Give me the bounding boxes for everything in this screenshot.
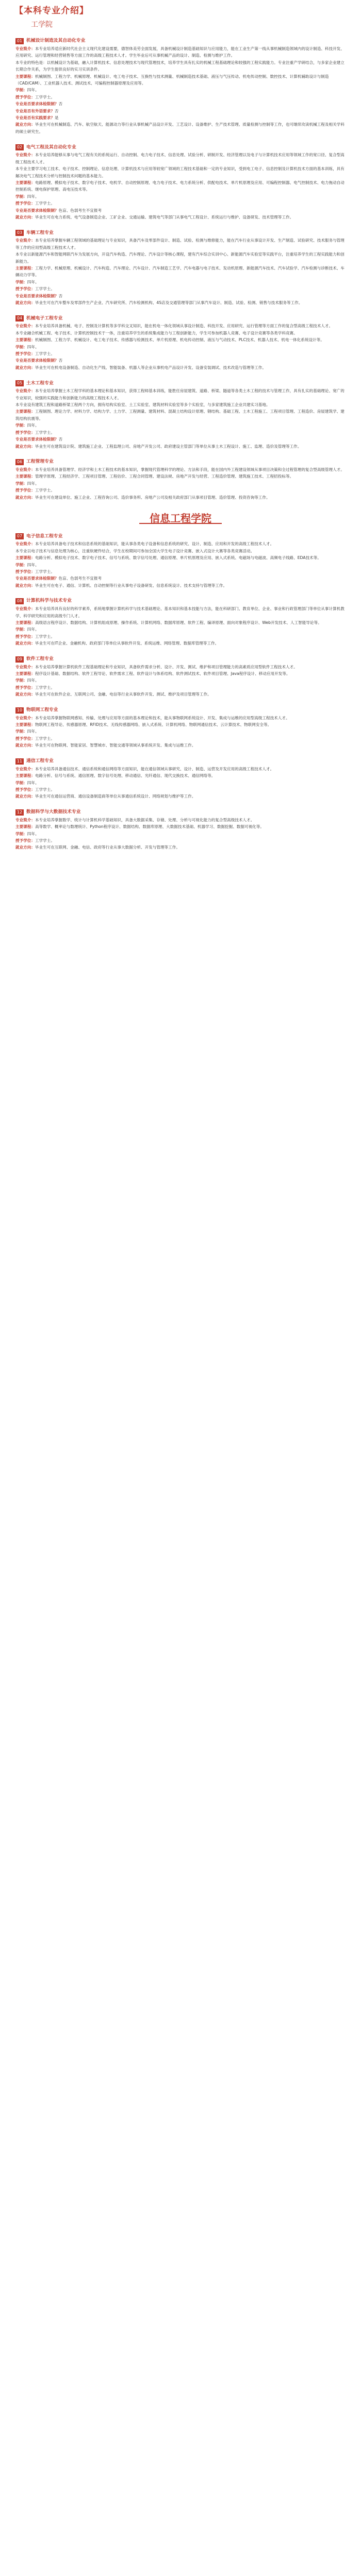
major-number-badge: 09 [15,656,24,663]
major-paragraph [15,330,346,336]
major-paragraph [15,766,346,772]
major-paragraph [15,677,346,684]
major-paragraph [15,94,346,100]
paragraph-text: 四年。 [27,780,39,785]
major-paragraph [15,664,346,670]
major-heading [15,379,346,387]
paragraph-label: 主要课程： [15,74,35,79]
paragraph-text: 工学学士。 [35,430,55,435]
major-title: 计算机科学与技术专业 [26,598,72,604]
major-paragraph [15,200,346,207]
paragraph-text: 物联网工程导论、传感器原理、RFID技术、无线传感器网络、嵌入式系统、计算机网络、物联网通信技术、云计算技术、物联网安全等。 [35,722,272,727]
major-paragraph [15,772,346,779]
paragraph-label: 就业方向： [15,365,35,370]
paragraph-text: 毕业生可在建设单位、施工企业、工程咨询公司、造价事务所、房地产公司及相关政府部门从事项目管理、造价管理、投资咨询等工作。 [35,495,270,500]
major-title: 数据科学与大数据技术专业 [26,809,81,815]
paragraph-label: 学制： [15,627,27,632]
paragraph-text: 本专业主要学习电工技术、电子技术、控制理论、信息处理、计算机技术与应用等较宽广领域的工程技术基础和一定的专业知识，受到电工电子、信息控制及计算机技术方面的基本训练，具有解决电气工程技术分析与控制技术问题的基本能力。 [15,166,344,178]
major-paragraph [15,640,346,647]
major-paragraph [15,735,346,742]
major-paragraph [15,87,346,93]
major-title: 通信工程专业 [26,758,54,764]
paragraph-label: 主要课程： [15,555,35,561]
paragraph-label: 专业简介： [15,606,35,612]
paragraph-text: 工学学士。 [35,286,55,292]
paragraph-label: 学制： [15,481,27,486]
paragraph-text: 机械制图、工程力学、机械设计、电工电子技术、传感器与检测技术、单片机原理、机电传动控制、液压与气动技术、PLC技术、机器人技术、机电一体化系统设计等。 [35,337,324,343]
paragraph-label: 学制： [15,194,27,199]
paragraph-text: 毕业生可在软件企业、互联网公司、金融、电信等行业从事软件开发、测试、维护及项目管理等工作。 [35,692,211,697]
page-title: 【本科专业介绍】 [14,6,89,16]
paragraph-text: 四年。 [27,423,39,428]
major-paragraph [15,540,346,547]
major-number-badge: 07 [15,533,24,539]
major-paragraph [15,670,346,677]
major-title: 机械电子工程专业 [26,315,63,321]
major-title: 土木工程专业 [26,380,54,386]
major-paragraph [15,575,346,582]
paragraph-text: 工学学士。 [35,787,55,792]
major-paragraph [15,422,346,429]
major-number-badge: 03 [15,230,24,236]
major-number-badge: 08 [15,598,24,604]
paragraph-label: 学制： [15,279,27,284]
paragraph-label: 学制： [15,344,27,349]
major-paragraph [15,251,346,265]
paragraph-text: 工程力学、机械原理、机械设计、汽车构造、汽车理论、汽车设计、汽车制造工艺学、汽车电器与电子技术、发动机原理、新能源汽车技术、汽车试验学、汽车检测与诊断技术、车辆动力学等。 [15,265,344,278]
major-section [15,808,346,851]
paragraph-label: 就业方向： [15,300,35,305]
paragraph-text: 工学学士。 [35,736,55,741]
major-number-badge: 01 [15,38,24,44]
paragraph-text: 本专业培养具备机械、电子、控制及计算机等多学科交叉知识，能在机电一体化领域从事设计制造、科技开发、应用研究、运行管理等方面工作的复合型高级工程技术人才。 [35,324,333,329]
major-paragraph [15,336,346,343]
paragraph-text: 本专业培养适应新时代社会主义现代化建设需要，德智体美劳全面发展，具备机械设计制造基础知识与应用能力，能在工业生产第一线从事机械制造领域内的设计制造、科技开发、应用研究、运行管理和经营销售等方面工作的高级工程技术人才。学生毕业后可从事机械产品的设计、制造、检测与维护工作。 [15,46,344,58]
major-paragraph [15,562,346,568]
major-paragraph [15,114,346,121]
major-number-badge: 10 [15,707,24,714]
major-section [15,37,346,135]
paragraph-text: 四年。 [27,831,39,836]
major-paragraph [15,401,346,408]
paragraph-text: 工学学士。 [35,838,55,843]
major-heading [15,757,346,766]
major-section [15,458,346,501]
major-paragraph [15,429,346,436]
paragraph-text: 工学学士。 [35,685,55,690]
paragraph-label: 就业方向： [15,495,35,500]
paragraph-text: 本专业的特色是：以机械设计为基础，融入计算机技术、信息处理技术与现代管理技术，培养学生具有扎实的机械工程基础理论和较强的工程实践能力。专业注重产学研结合，与多家企业建立长期合作关系，为学生提供良好的实习实训条件。 [15,60,344,72]
major-paragraph [15,823,346,830]
major-section [15,379,346,450]
paragraph-label: 就业方向： [15,583,35,588]
paragraph-label: 主要课程： [15,722,35,727]
college-banner [15,514,346,524]
page-header [0,0,361,29]
paragraph-label: 学制： [15,562,27,567]
paragraph-text: 四年。 [27,481,39,486]
paragraph-label: 授予学位： [15,94,35,99]
paragraph-text: 毕业生可在机电设备制造、自动化生产线、智能装备、机器人等企业从事机电产品设计开发、设备安装调试、技术改造与管理等工作。 [35,365,266,370]
major-number-badge: 04 [15,315,24,321]
major-paragraph [15,436,346,443]
major-title: 机械设计制造及其自动化专业 [26,38,86,44]
major-paragraph [15,73,346,87]
major-number-badge: 05 [15,380,24,386]
major-paragraph [15,344,346,350]
paragraph-label: 就业方向： [15,214,35,219]
paragraph-label: 主要课程： [15,409,35,414]
paragraph-text: 本专业培养掌握车辆工程领域的基础理论与专业知识，具备汽车及零部件设计、制造、试验、检测与维修能力，能在汽车行业从事设计开发、生产制造、试验研究、技术服务与管理等工作的应用型高级工程技术人才。 [15,238,344,250]
paragraph-text: 本专业以新能源汽车和智能网联汽车为发展方向，开设汽车构造、汽车理论、汽车设计等核心课程，建有汽车综合实训中心、新能源汽车实验室等实践平台，注重培养学生的工程实践能力和创新能力。 [15,252,344,264]
paragraph-label: 专业是否有实践要求？ [15,115,55,121]
major-section [15,532,346,589]
major-heading [15,597,346,605]
paragraph-label: 专业是否要求体检限制？ [15,293,59,298]
major-heading [15,808,346,817]
major-paragraph [15,323,346,329]
paragraph-label: 就业方向： [15,641,35,646]
major-paragraph [15,473,346,480]
major-paragraph [15,793,346,800]
paragraph-label: 授予学位： [15,838,35,843]
paragraph-text: 本专业设有建筑工程和道路桥梁工程两个方向，拥有结构实验室、土工实验室、建筑材料实验室等多个实验室，与多家建筑施工企业共建实习基地。 [15,402,270,408]
paragraph-label: 专业简介： [15,46,35,51]
major-paragraph [15,293,346,299]
major-section [15,143,346,221]
paragraph-text: 程序设计基础、数据结构、软件工程导论、软件需求工程、软件设计与体系结构、软件测试技术、软件项目管理、Java程序设计、移动应用开发等。 [35,671,290,676]
major-paragraph [15,237,346,251]
major-paragraph [15,466,346,473]
major-paragraph [15,408,346,422]
paragraph-text: 毕业生可在建筑设计院、建筑施工企业、工程监理公司、房地产开发公司、政府建设主管部门等单位从事土木工程设计、施工、监理、造价及管理等工作。 [35,444,302,449]
major-heading [15,655,346,664]
major-title: 车辆工程专业 [26,230,54,235]
paragraph-label: 授予学位： [15,634,35,639]
paragraph-text: 高等数学、概率论与数理统计、Python程序设计、数据结构、数据库原理、大数据技术基础、机器学习、数据挖掘、数据可视化等。 [35,824,264,829]
paragraph-text: 四年。 [27,678,39,683]
paragraph-label: 授予学位： [15,351,35,357]
major-paragraph [15,619,346,626]
major-section [15,597,346,647]
paragraph-text: 毕业生可在电子、通信、计算机、自动控制等行业从事电子设备研发、信息系统设计、技术支持与管理等工作。 [35,583,227,588]
paragraph-label: 专业简介： [15,715,35,720]
college-subtitle: 工学院 [31,21,53,29]
major-paragraph [15,279,346,285]
major-paragraph [15,691,346,698]
paragraph-text: 否 [58,101,63,107]
paragraph-text: 毕业生可在通信运营商、通信设备制造商等单位从事通信系统设计、网络规划与维护等工作。 [35,794,196,799]
major-section [15,706,346,749]
major-paragraph [15,721,346,728]
paragraph-text: 本专业培养掌握土木工程学科的基本理论和基本知识，获得工程师基本训练，能胜任房屋建筑、道路、桥梁、隧道等各类土木工程的技术与管理工作，具有扎实的基础理论、宽广的专业知识，较强的实践能力和创新能力的高级工程技术人才。 [15,388,344,400]
major-title: 物联网工程专业 [26,707,58,713]
paragraph-label: 就业方向： [15,845,35,850]
paragraph-text: 毕业生可在汽车整车及零部件生产企业、汽车研究所、汽车检测机构、4S店及交通管理等部门从事汽车设计、制造、试验、检测、销售与技术服务等工作。 [35,300,303,305]
major-number-badge: 11 [15,758,24,765]
major-paragraph [15,151,346,165]
major-paragraph [15,59,346,73]
paragraph-label: 授予学位： [15,787,35,792]
paragraph-text: 工学学士。 [35,94,55,99]
paragraph-label: 主要课程： [15,824,35,829]
college-title: 信息工程学院 [139,514,222,524]
major-number-badge: 06 [15,459,24,465]
paragraph-label: 学制： [15,780,27,785]
paragraph-text: 否 [54,108,59,113]
paragraph-text: 工学学士。 [35,488,55,493]
paragraph-text: 四年。 [27,279,39,284]
paragraph-text: 工学学士。 [35,634,55,639]
paragraph-label: 专业是否要求体检限制？ [15,101,59,107]
major-heading [15,37,346,45]
paragraph-label: 就业方向： [15,122,35,127]
major-paragraph [15,831,346,837]
paragraph-text: 四年。 [27,88,39,93]
major-paragraph [15,480,346,487]
major-paragraph [15,193,346,200]
major-heading [15,314,346,323]
paragraph-label: 主要课程： [15,620,35,625]
major-title: 电子信息工程专业 [26,533,63,539]
paragraph-label: 专业是否要求体检限制？ [15,576,59,581]
paragraph-text: 是 [54,115,59,121]
paragraph-label: 主要课程： [15,337,35,343]
paragraph-label: 主要课程： [15,671,35,676]
paragraph-label: 授予学位： [15,569,35,574]
paragraph-label: 专业是否要求体检限制？ [15,358,59,363]
major-paragraph [15,100,346,107]
paragraph-text: 否 [58,293,63,298]
paragraph-text: 本专业培养具备通信技术、通信系统和通信网络等方面知识，能在通信领域从事研究、设计、制造、运营及开发应用的高级工程技术人才。 [35,766,274,771]
paragraph-text: 毕业生可在物联网、智能家居、智慧城市、智能交通等领域从事系统开发、集成与运维工作。 [35,743,196,748]
paragraph-label: 专业简介： [15,238,35,243]
major-paragraph [15,108,346,114]
major-paragraph [15,742,346,749]
major-paragraph [15,299,346,306]
paragraph-label: 学制： [15,88,27,93]
paragraph-label: 授予学位： [15,685,35,690]
paragraph-text: 毕业生可在机械制造、汽车、航空航天、能源动力等行业从事机械产品设计开发、工艺设计、设备维护、生产技术管理、质量检测与控制等工作，也可继续攻读机械工程及相关学科的硕士研究生。 [15,122,344,134]
paragraph-text: 色盲、色弱考生不宜报考 [58,208,102,213]
major-paragraph [15,626,346,633]
paragraph-label: 学制： [15,678,27,683]
paragraph-text: 四年。 [27,627,39,632]
paragraph-text: 毕业生可在互联网、金融、电信、政府等行业从事大数据分析、开发与管理等工作。 [35,845,180,850]
major-paragraph [15,605,346,619]
paragraph-text: 色盲、色弱考生不宜报考 [58,576,102,581]
major-paragraph [15,364,346,371]
paragraph-label: 就业方向： [15,743,35,748]
paragraph-text: 四年。 [27,344,39,349]
major-number-badge: 12 [15,809,24,816]
paragraph-label: 专业是否要求体检限制？ [15,208,59,213]
major-paragraph [15,844,346,851]
paragraph-label: 授予学位： [15,736,35,741]
major-paragraph [15,45,346,59]
major-heading [15,143,346,151]
paragraph-text: 本专业培养掌握计算机软件工程基础理论和专业知识，具备软件需求分析、设计、开发、测试、维护和项目管理能力的高素质应用型软件工程技术人才。 [35,664,298,669]
paragraph-label: 专业简介： [15,324,35,329]
paragraph-label: 主要课程： [15,180,35,185]
paragraph-text: 机械制图、工程力学、机械原理、机械设计、电工电子技术、互换性与技术测量、机械制造技术基础、液压与气压传动、机电传动控制、数控技术、计算机辅助设计与制造（CAD/CAM）、工业机器人技术、测试技术、可编程控制器原理及应用等。 [15,74,329,86]
paragraph-label: 主要课程： [15,265,35,270]
paragraph-text: 四年。 [27,194,39,199]
paragraph-label: 专业是否有外语要求？ [15,108,55,113]
paragraph-text: 否 [58,358,63,363]
major-paragraph [15,165,346,179]
paragraph-text: 本专业以电子技术与信息处理为核心，注重软硬件结合，学生在校期间可参加全国大学生电子设计竞赛、嵌入式设计大赛等各类竞赛活动。 [15,548,255,553]
major-paragraph [15,715,346,721]
major-paragraph [15,121,346,135]
paragraph-label: 学制： [15,423,27,428]
paragraph-label: 专业简介： [15,541,35,547]
major-paragraph [15,207,346,214]
paragraph-label: 专业简介： [15,664,35,669]
major-paragraph [15,487,346,494]
paragraph-text: 否 [58,437,63,442]
major-paragraph [15,568,346,575]
paragraph-label: 授予学位： [15,201,35,206]
paragraph-text: 本专业培养掌握数学、统计与计算机科学基础知识，具备大数据采集、存储、处理、分析与可视化能力的复合型高级技术人才。 [35,817,255,822]
paragraph-text: 工学学士。 [35,201,55,206]
major-section [15,655,346,698]
paragraph-text: 本专业培养具有良好的科学素养，系统地掌握计算机科学与技术基础理论、基本知识和基本技能与方法，能在科研部门、教育单位、企业、事业和行政管理部门等单位从事计算机教学、科学研究和应用的高级专门人才。 [15,606,344,618]
paragraph-label: 学制： [15,729,27,734]
paragraph-text: 本专业融合机械工程、电子技术、计算机控制技术于一体，注重培养学生的系统集成能力与工程创新能力，学生可参加机器人竞赛、电子设计竞赛等各类学科竞赛。 [15,330,298,335]
paragraph-label: 授予学位： [15,430,35,435]
paragraph-label: 授予学位： [15,286,35,292]
paragraph-text: 本专业培养具备管理学、经济学和土木工程技术的基本知识，掌握现代管理科学的理论、方法和手段，能在国内外工程建设领域从事项目决策和全过程管理的复合型高级管理人才。 [35,467,344,472]
paragraph-text: 毕业生可在IT企业、金融机构、政府部门等单位从事软件开发、系统运维、网络管理、数据库管理等工作。 [35,641,219,646]
paragraph-text: 电路原理、模拟电子技术、数字电子技术、电机学、自动控制原理、电力电子技术、电力系统分析、供配电技术、单片机原理及应用、可编程控制器、电气控制技术、电力拖动自动控制系统、继电保护原理、高电压技术等。 [15,180,344,192]
major-paragraph [15,387,346,401]
major-paragraph [15,285,346,292]
paragraph-text: 工学学士。 [35,569,55,574]
major-paragraph [15,554,346,561]
major-number-badge: 02 [15,144,24,150]
paragraph-text: 毕业生可在电力系统、电气设备制造企业、工矿企业、交通运输、建筑电气等部门从事电气工程设计、系统运行与维护、设备研发、技术管理等工作。 [35,214,294,219]
paragraph-text: 管理学原理、工程经济学、工程项目管理、工程估价、工程合同管理、建设法规、房地产开发与经营、工程造价管理、建筑施工技术、工程招投标等。 [35,474,294,479]
major-heading [15,706,346,715]
paragraph-text: 本专业培养能够从事与电气工程有关的系统运行、自动控制、电力电子技术、信息处理、试验分析、研制开发、经济管理以及电子与计算机技术应用等领域工作的宽口径、复合型高级工程技术人才。 [15,152,344,164]
major-paragraph [15,817,346,823]
major-paragraph [15,494,346,501]
paragraph-text: 四年。 [27,562,39,567]
major-title: 电气工程及其自动化专业 [26,144,76,150]
paragraph-label: 专业是否要求体检限制？ [15,437,59,442]
paragraph-text: 电路分析、信号与系统、通信原理、数字信号处理、移动通信、光纤通信、现代交换技术、通信网络等。 [35,773,216,778]
paragraph-text: 工程制图、理论力学、材料力学、结构力学、土力学、工程测量、建筑材料、混凝土结构设计原理、钢结构、基础工程、土木工程施工、工程项目管理、工程造价、房屋建筑学、建筑结构抗震等。 [15,409,344,421]
major-paragraph [15,443,346,450]
paragraph-label: 就业方向： [15,444,35,449]
paragraph-label: 授予学位： [15,488,35,493]
paragraph-label: 专业简介： [15,766,35,771]
paragraph-label: 专业简介： [15,467,35,472]
paragraph-label: 专业简介： [15,152,35,158]
paragraph-label: 就业方向： [15,692,35,697]
major-paragraph [15,633,346,640]
majors-content [0,37,361,851]
paragraph-label: 主要课程： [15,474,35,479]
major-paragraph [15,786,346,793]
major-title: 工程管理专业 [26,459,54,465]
paragraph-label: 主要课程： [15,773,35,778]
paragraph-text: 工学学士。 [35,351,55,357]
major-paragraph [15,548,346,554]
major-paragraph [15,684,346,691]
major-section [15,757,346,800]
paragraph-text: 电路分析、模拟电子技术、数字电子技术、信号与系统、数字信号处理、通信原理、单片机原理及应用、嵌入式系统、电磁场与电磁波、高频电子线路、EDA技术等。 [35,555,321,561]
major-title: 软件工程专业 [26,656,54,662]
major-heading [15,458,346,466]
paragraph-text: 本专业培养掌握物联网感知、传输、处理与应用等方面的基本理论和技术，能从事物联网系统设计、开发、集成与运维的应用型高级工程技术人才。 [35,715,290,720]
paragraph-label: 专业简介： [15,388,35,394]
paragraph-text: 高级语言程序设计、数据结构、计算机组成原理、操作系统、计算机网络、数据库原理、软件工程、编译原理、面向对象程序设计、Web开发技术、人工智能导论等。 [35,620,322,625]
major-section [15,229,346,306]
paragraph-text: 四年。 [27,729,39,734]
major-paragraph [15,179,346,193]
major-paragraph [15,582,346,589]
major-paragraph [15,779,346,786]
major-paragraph [15,728,346,735]
major-paragraph [15,350,346,357]
major-section [15,314,346,371]
major-heading [15,229,346,237]
major-paragraph [15,265,346,279]
major-paragraph [15,357,346,364]
paragraph-label: 专业简介： [15,817,35,822]
major-paragraph [15,837,346,844]
major-paragraph [15,214,346,221]
paragraph-label: 学制： [15,831,27,836]
paragraph-text: 本专业培养具备电子技术和信息系统的基础知识，能从事各类电子设备和信息系统的研究、设计、制造、应用和开发的高级工程技术人才。 [35,541,274,547]
paragraph-label: 就业方向： [15,794,35,799]
major-heading [15,532,346,540]
